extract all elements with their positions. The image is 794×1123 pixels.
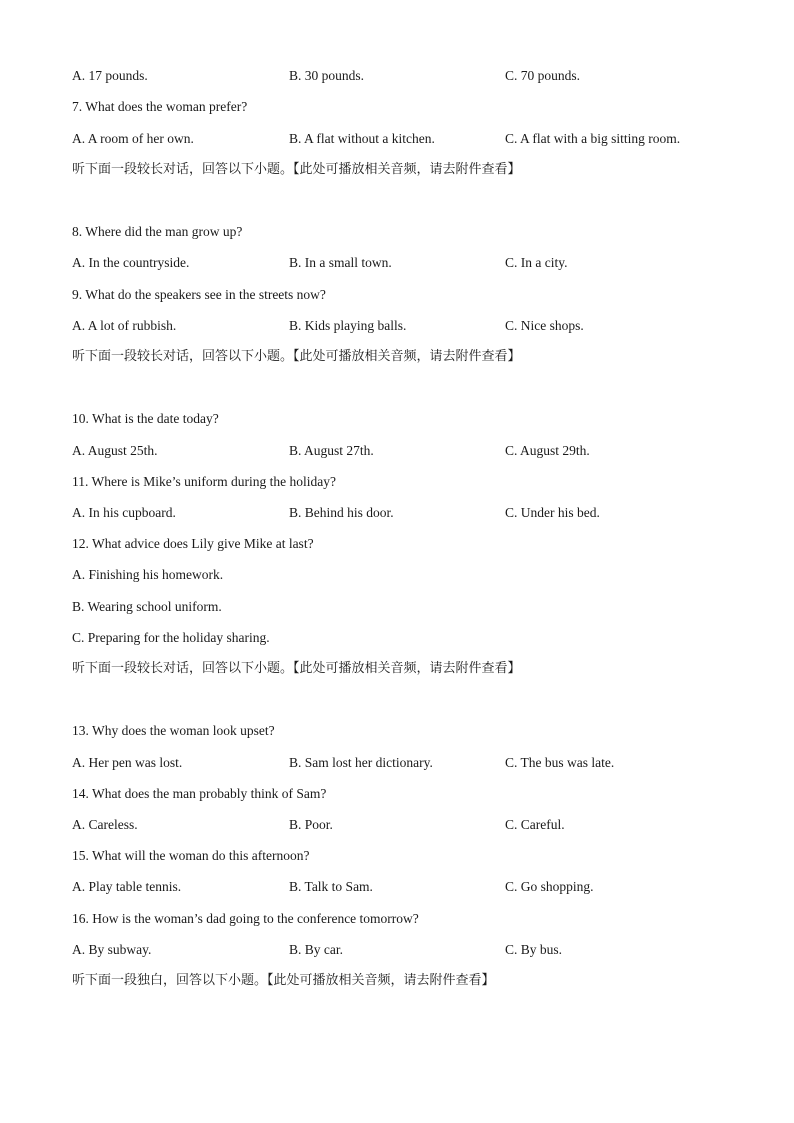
options-row-q10 [72, 442, 722, 460]
question-13: 13. Why does the woman look upset? [72, 723, 275, 738]
option-a: A. In the countryside. [72, 255, 190, 270]
option-c: C. Nice shops. [505, 318, 584, 333]
option-b: B. Behind his door. [289, 505, 394, 520]
option-a: A. Play table tennis. [72, 879, 182, 894]
option-b: B. August 27th. [289, 443, 374, 458]
option-b: B. In a small town. [289, 255, 392, 270]
options-row-q16 [72, 941, 722, 959]
option-a: A. August 25th. [72, 443, 158, 458]
option-a: A. A room of her own. [72, 131, 194, 146]
question-12: 12. What advice does Lily give Mike at last? [72, 536, 314, 551]
option-a: A. A lot of rubbish. [72, 318, 177, 333]
option-b: B. 30 pounds. [289, 68, 365, 83]
question-9: 9. What do the speakers see in the streets now? [72, 287, 326, 302]
section-instruction-3: 听下面一段较长对话，回答以下小题。【此处可播放相关音频，请去附件查看】 [72, 661, 521, 676]
option-b: B. Poor. [289, 817, 333, 832]
option-a: A. Careless. [72, 817, 138, 832]
option-a: A. By subway. [72, 942, 152, 957]
options-row-q9 [72, 317, 722, 335]
option-a: A. In his cupboard. [72, 505, 176, 520]
option-c: C. The bus was late. [505, 755, 615, 770]
question-16: 16. How is the woman’s dad going to the conference tomorrow? [72, 911, 419, 926]
option-c: C. 70 pounds. [505, 68, 581, 83]
question-10: 10. What is the date today? [72, 411, 219, 426]
options-row-q14 [72, 816, 722, 834]
option-c: C. Careful. [505, 817, 565, 832]
question-15: 15. What will the woman do this afternoon? [72, 848, 310, 863]
question-7: 7. What does the woman prefer? [72, 99, 248, 114]
question-11: 11. Where is Mike’s uniform during the holiday? [72, 474, 336, 489]
options-row-q6 [72, 67, 722, 85]
option-b: B. Kids playing balls. [289, 318, 407, 333]
options-row-q11 [72, 504, 722, 522]
question-8: 8. Where did the man grow up? [72, 224, 243, 239]
option-c: C. August 29th. [505, 443, 590, 458]
option-c: C. A flat with a big sitting room. [505, 131, 681, 146]
option-a: A. 17 pounds. [72, 68, 148, 83]
option-b: B. A flat without a kitchen. [289, 131, 435, 146]
option-c: C. Go shopping. [505, 879, 594, 894]
option-c-q12: C. Preparing for the holiday sharing. [72, 630, 270, 645]
option-a-q12: A. Finishing his homework. [72, 567, 224, 582]
options-row-q15 [72, 878, 722, 896]
options-row-q7 [72, 130, 722, 148]
option-b: B. Sam lost her dictionary. [289, 755, 433, 770]
option-c: C. By bus. [505, 942, 563, 957]
question-14: 14. What does the man probably think of Sam? [72, 786, 327, 801]
section-instruction-1: 听下面一段较长对话，回答以下小题。【此处可播放相关音频，请去附件查看】 [72, 162, 521, 177]
option-b: B. By car. [289, 942, 343, 957]
options-row-q13 [72, 754, 722, 772]
option-c: C. Under his bed. [505, 505, 600, 520]
option-c: C. In a city. [505, 255, 568, 270]
section-instruction-2: 听下面一段较长对话，回答以下小题。【此处可播放相关音频，请去附件查看】 [72, 349, 521, 364]
option-a: A. Her pen was lost. [72, 755, 183, 770]
option-b-q12: B. Wearing school uniform. [72, 599, 222, 614]
options-row-q8 [72, 254, 722, 272]
section-instruction-4: 听下面一段独白，回答以下小题。【此处可播放相关音频，请去附件查看】 [72, 973, 495, 988]
option-b: B. Talk to Sam. [289, 879, 373, 894]
